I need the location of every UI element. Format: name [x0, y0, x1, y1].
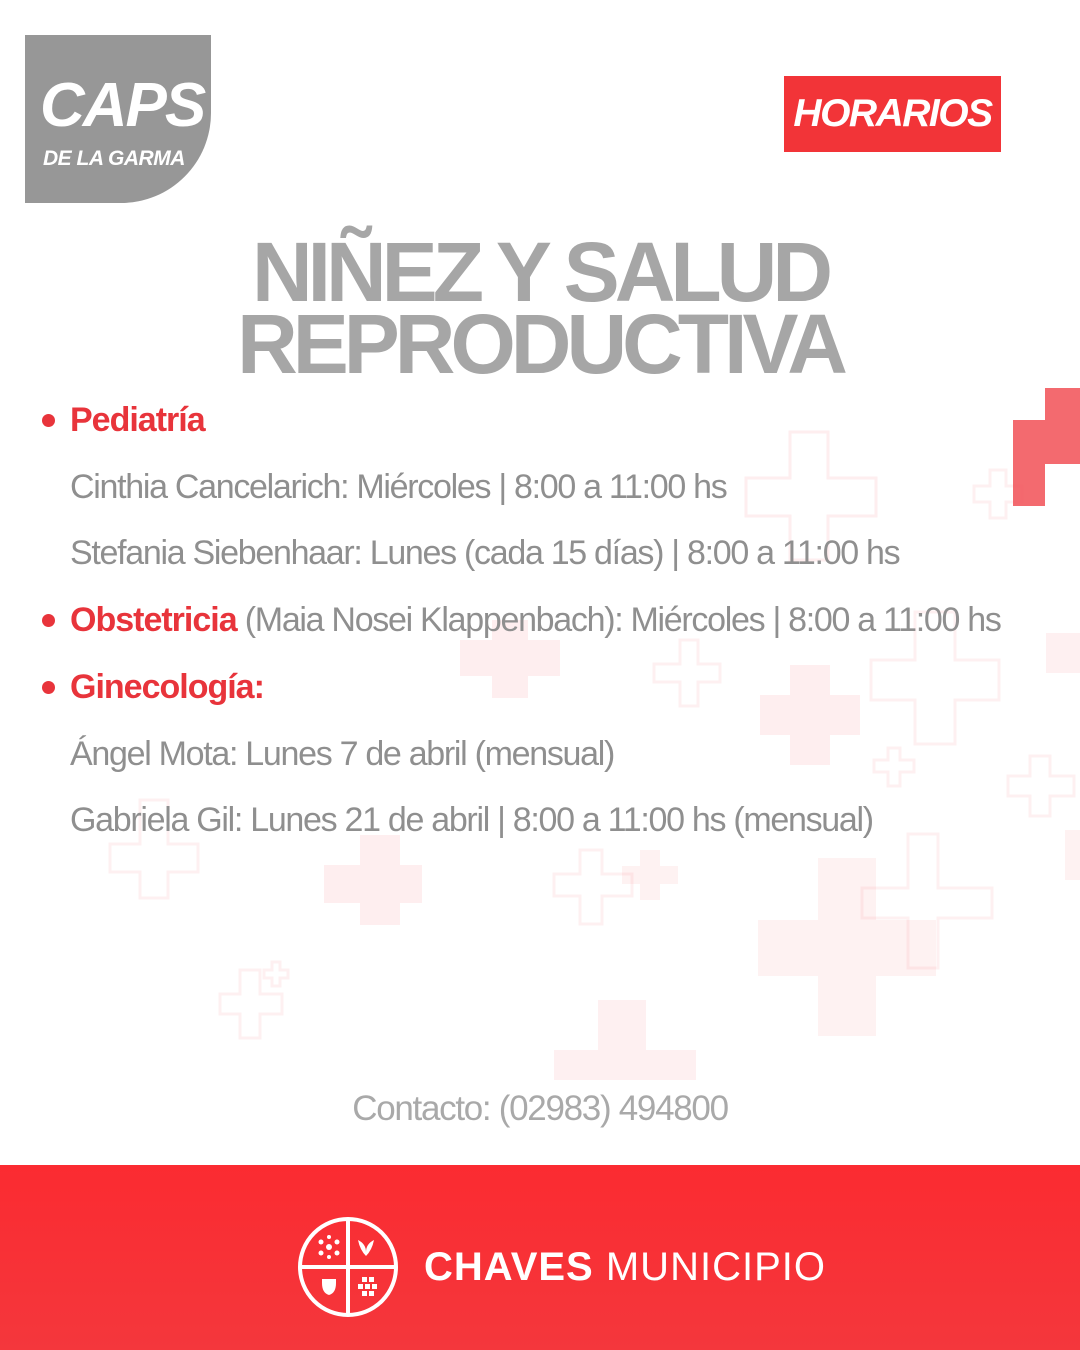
medical-cross-icon — [324, 835, 422, 925]
list-item: Stefania Siebenhaar: Lunes (cada 15 días) | 8:00 a 11:00 hs — [70, 534, 900, 572]
badge-subtitle: DE LA GARMA — [43, 147, 185, 170]
badge-title: CAPS — [40, 71, 205, 140]
section-heading-obstetricia: Obstetricia — [70, 601, 237, 639]
brand-bold: CHAVES — [424, 1245, 594, 1289]
list-item: Gabriela Gil: Lunes 21 de abril | 8:00 a 11:00 hs (mensual) — [70, 801, 873, 839]
municipal-seal-icon — [296, 1215, 400, 1319]
list-item: Cinthia Cancelarich: Miércoles | 8:00 a 11:00 hs — [70, 468, 727, 506]
footer-bar — [0, 1165, 1080, 1350]
medical-cross-icon — [1065, 830, 1080, 880]
medical-cross-icon — [874, 748, 914, 786]
medical-cross-icon — [554, 1000, 696, 1080]
caps-badge — [25, 35, 211, 203]
bullet-dot-icon — [42, 681, 55, 694]
medical-cross-icon — [1046, 633, 1080, 673]
list-item: Ángel Mota: Lunes 7 de abril (mensual) — [70, 735, 615, 773]
footer-brand — [424, 1245, 826, 1289]
bullet-dot-icon — [42, 614, 55, 627]
contact-text: Contacto: (02983) 494800 — [352, 1089, 728, 1128]
obstetricia-detail: (Maia Nosei Klappenbach): Miércoles | 8:00 a 11:00 hs — [236, 601, 1001, 639]
list-item-obstetricia — [70, 600, 1001, 640]
medical-cross-icon — [760, 665, 860, 765]
page-title — [0, 225, 1080, 391]
medical-cross-icon — [654, 640, 720, 706]
title-line-1: NIÑEZ Y SALUD — [252, 225, 828, 319]
medical-cross-icon — [264, 962, 288, 986]
brand-light: MUNICIPIO — [605, 1245, 826, 1289]
title-line-2: REPRODUCTIVA — [237, 297, 843, 391]
medical-cross-icon — [1008, 756, 1074, 816]
bullet-dot-icon — [42, 414, 55, 427]
section-heading-ginecologia: Ginecología: — [70, 668, 264, 706]
medical-cross-icon — [554, 850, 632, 924]
section-heading-pediatria: Pediatría — [70, 401, 205, 439]
horarios-tag: HORARIOS — [784, 76, 1001, 152]
